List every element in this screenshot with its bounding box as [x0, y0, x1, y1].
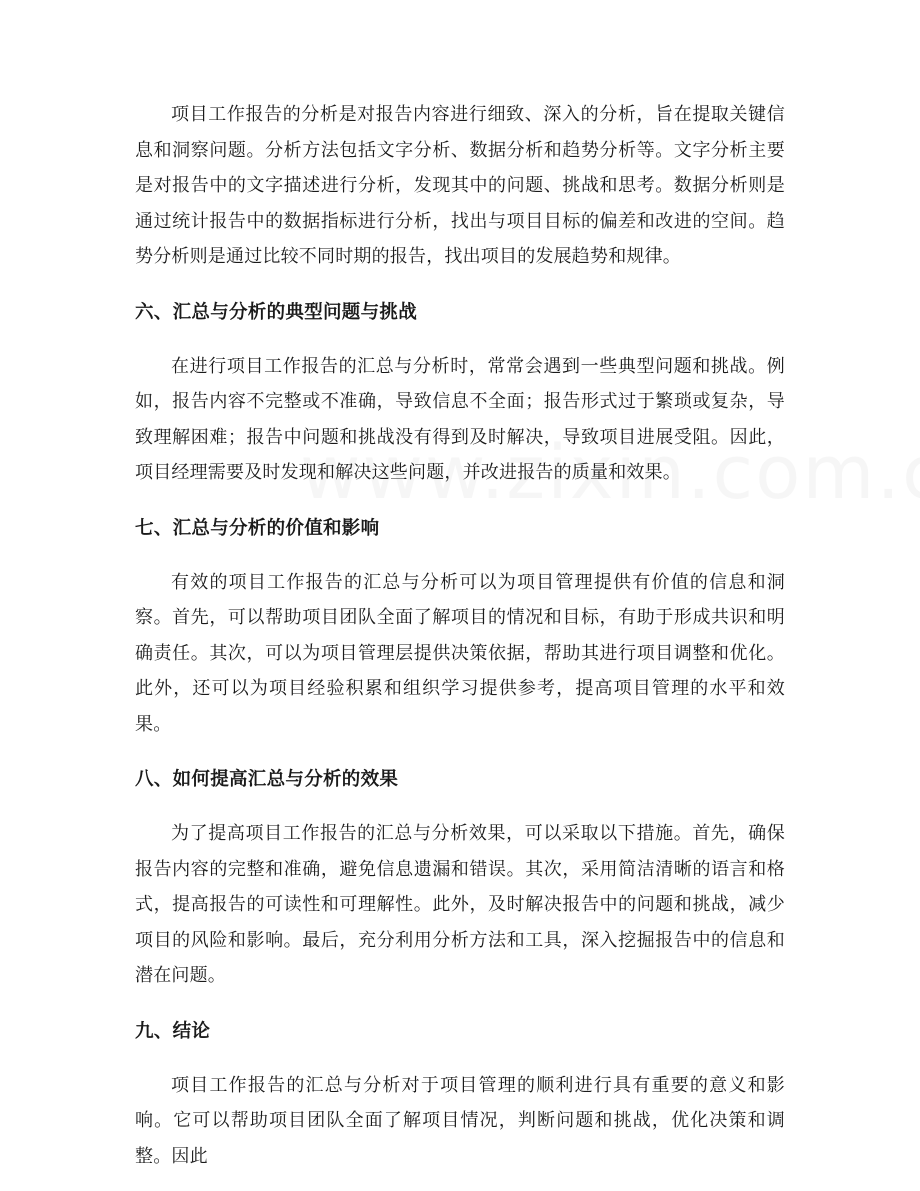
- paragraph-improve-effect: 为了提高项目工作报告的汇总与分析效果，可以采取以下措施。首先，确保报告内容的完整和准确，避免信息遗漏和错误。其次，采用简洁清晰的语言和格式，提高报告的可读性和可理解性。此外，及时解决报告中的问题和挑战，减少项目的风险和影响。最后，充分利用分析方法和工具，深入挖掘报告中的信息和潜在问题。: [135, 823, 785, 986]
- paragraph-conclusion: 项目工作报告的汇总与分析对于项目管理的顺利进行具有重要的意义和影响。它可以帮助项目团队全面了解项目情况，判断问题和挑战，优化决策和调整。因此: [135, 1074, 785, 1167]
- document-body: [135, 97, 785, 1174]
- heading-value-impact: 七、汇总与分析的价值和影响: [135, 517, 380, 539]
- heading-typical-problems: 六、汇总与分析的典型问题与挑战: [135, 301, 418, 323]
- heading-improve-effect: 八、如何提高汇总与分析的效果: [135, 769, 399, 790]
- heading-conclusion: 九、结论: [135, 1020, 211, 1042]
- paragraph-value-impact: 有效的项目工作报告的汇总与分析可以为项目管理提供有价值的信息和洞察。首先，可以帮助项目团队全面了解项目的情况和目标，有助于形成共识和明确责任。其次，可以为项目管理层提供决策依据，帮助其进行项目调整和优化。此外，还可以为项目经验积累和组织学习提供参考，提高项目管理的水平和效果。: [135, 571, 785, 735]
- paragraph-typical-problems: 在进行项目工作报告的汇总与分析时，常常会遇到一些典型问题和挑战。例如，报告内容不完整或不准确，导致信息不全面；报告形式过于繁琐或复杂，导致理解困难；报告中问题和挑战没有得到及时解决，导致项目进展受阻。因此，项目经理需要及时发现和解决这些问题，并改进报告的质量和效果。: [135, 355, 785, 483]
- paragraph-analysis-methods: 项目工作报告的分析是对报告内容进行细致、深入的分析，旨在提取关键信息和洞察问题。分析方法包括文字分析、数据分析和趋势分析等。文字分析主要是对报告中的文字描述进行分析，发现其中的问题、挑战和思考。数据分析则是通过统计报告中的数据指标进行分析，找出与项目目标的偏差和改进的空间。趋势分析则是通过比较不同时期的报告，找出项目的发展趋势和规律。: [135, 104, 785, 267]
